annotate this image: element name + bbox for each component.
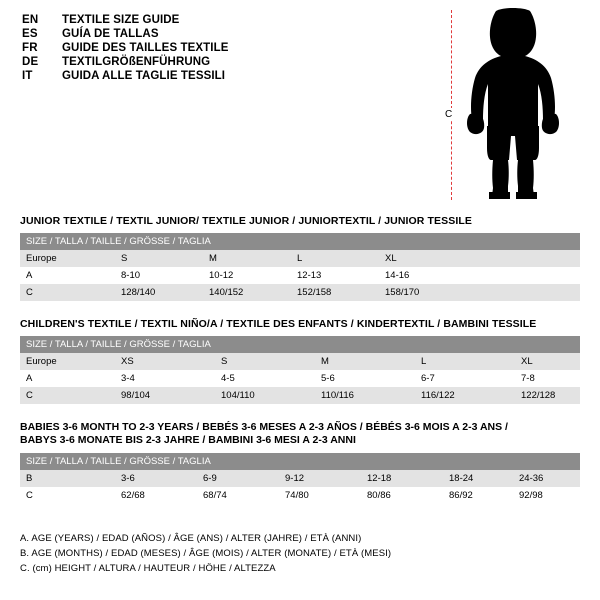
language-code: DE — [22, 56, 39, 68]
cell: 116/122 — [415, 387, 515, 404]
language-code: IT — [22, 70, 33, 82]
cell: M — [203, 250, 291, 267]
table-row — [20, 370, 580, 387]
cell: L — [415, 353, 515, 370]
table-row — [20, 353, 580, 370]
section-title-line-1: BABIES 3-6 MONTH TO 2-3 YEARS / BEBÉS 3-6 MESES A 2-3 AÑOS / BÉBÉS 3-6 MOIS A 2-3 ANS / — [20, 421, 508, 433]
measure-label-c: C — [445, 109, 453, 120]
size-header-label: SIZE / TALLA / TAILLE / GRÖSSE / TAGLIA — [20, 453, 580, 470]
table-header-row — [20, 336, 580, 353]
cell: 98/104 — [115, 387, 215, 404]
language-title: TEXTILE SIZE GUIDE — [62, 14, 180, 26]
cell: 9-12 — [279, 470, 361, 487]
cell: 122/128 — [515, 387, 580, 404]
cell: 158/170 — [379, 284, 467, 301]
table-header-row — [20, 453, 580, 470]
row-label: Europe — [20, 353, 115, 370]
cell: S — [215, 353, 315, 370]
section-babies-textile — [20, 421, 580, 504]
cell: 104/110 — [215, 387, 315, 404]
row-label: Europe — [20, 250, 115, 267]
table-row — [20, 470, 580, 487]
cell: 86/92 — [443, 487, 513, 504]
cell-empty — [467, 284, 580, 301]
language-row — [22, 42, 442, 54]
cell: 3-4 — [115, 370, 215, 387]
cell: 62/68 — [115, 487, 197, 504]
size-header-label: SIZE / TALLA / TAILLE / GRÖSSE / TAGLIA — [20, 336, 580, 353]
cell: XS — [115, 353, 215, 370]
footnote-b: B. AGE (MONTHS) / EDAD (MESES) / ÂGE (MOIS) / ALTER (MONATE) / ETÀ (MESI) — [20, 548, 392, 559]
cell: M — [315, 353, 415, 370]
cell: 92/98 — [513, 487, 580, 504]
footnotes-block — [20, 531, 580, 576]
section-title: CHILDREN'S TEXTILE / TEXTIL NIÑO/A / TEXTILE DES ENFANTS / KINDERTEXTIL / BAMBINI TESSILE — [20, 318, 537, 330]
cell: 24-36 — [513, 470, 580, 487]
cell: 152/158 — [291, 284, 379, 301]
cell: 6-7 — [415, 370, 515, 387]
row-label: A — [20, 267, 115, 284]
row-label: C — [20, 284, 115, 301]
cell: 4-5 — [215, 370, 315, 387]
cell: 6-9 — [197, 470, 279, 487]
cell-empty — [467, 250, 580, 267]
table-row — [20, 250, 580, 267]
table-row — [20, 487, 580, 504]
cell: L — [291, 250, 379, 267]
cell: 68/74 — [197, 487, 279, 504]
section-junior-textile — [20, 215, 580, 301]
cell: 80/86 — [361, 487, 443, 504]
row-label: A — [20, 370, 115, 387]
cell: 5-6 — [315, 370, 415, 387]
cell: 14-16 — [379, 267, 467, 284]
section-title: JUNIOR TEXTILE / TEXTIL JUNIOR/ TEXTILE JUNIOR / JUNIORTEXTIL / JUNIOR TESSILE — [20, 215, 472, 227]
language-code: ES — [22, 28, 38, 40]
row-label: C — [20, 387, 115, 404]
cell: 128/140 — [115, 284, 203, 301]
childrens-size-table — [20, 336, 580, 404]
row-label: C — [20, 487, 115, 504]
cell: XL — [379, 250, 467, 267]
language-row — [22, 14, 442, 26]
toddler-silhouette-icon — [463, 8, 573, 200]
language-title-block — [22, 14, 442, 84]
cell: 8-10 — [115, 267, 203, 284]
cell-empty — [467, 267, 580, 284]
cell: 3-6 — [115, 470, 197, 487]
row-label: B — [20, 470, 115, 487]
language-row — [22, 70, 442, 82]
language-title: GUIDA ALLE TAGLIE TESSILI — [62, 70, 226, 82]
cell: XL — [515, 353, 580, 370]
footnote-c: C. (cm) HEIGHT / ALTURA / HAUTEUR / HÖHE / ALTEZZA — [20, 563, 276, 574]
cell: S — [115, 250, 203, 267]
footnote-a: A. AGE (YEARS) / EDAD (AÑOS) / ÂGE (ANS) / ALTER (JAHRE) / ETÀ (ANNI) — [20, 533, 362, 544]
junior-size-table — [20, 233, 580, 301]
language-title: GUÍA DE TALLAS — [62, 28, 159, 40]
language-title: TEXTILGRÖßENFÜHRUNG — [62, 56, 211, 68]
cell: 74/80 — [279, 487, 361, 504]
language-code: FR — [22, 42, 38, 54]
language-code: EN — [22, 14, 39, 26]
table-row — [20, 284, 580, 301]
section-title-line-2: BABYS 3-6 MONATE BIS 2-3 JAHRE / BAMBINI 3-6 MESI A 2-3 ANNI — [20, 434, 356, 446]
measurement-figure — [437, 8, 582, 204]
table-row — [20, 267, 580, 284]
language-row — [22, 28, 442, 40]
cell: 12-13 — [291, 267, 379, 284]
language-title: GUIDE DES TAILLES TEXTILE — [62, 42, 229, 54]
cell: 7-8 — [515, 370, 580, 387]
babies-size-table — [20, 453, 580, 504]
cell: 10-12 — [203, 267, 291, 284]
section-childrens-textile — [20, 318, 580, 404]
cell: 110/116 — [315, 387, 415, 404]
language-row — [22, 56, 442, 68]
cell: 140/152 — [203, 284, 291, 301]
cell: 18-24 — [443, 470, 513, 487]
height-measure-line — [451, 10, 452, 200]
table-header-row — [20, 233, 580, 250]
cell: 12-18 — [361, 470, 443, 487]
table-row — [20, 387, 580, 404]
size-header-label: SIZE / TALLA / TAILLE / GRÖSSE / TAGLIA — [20, 233, 580, 250]
